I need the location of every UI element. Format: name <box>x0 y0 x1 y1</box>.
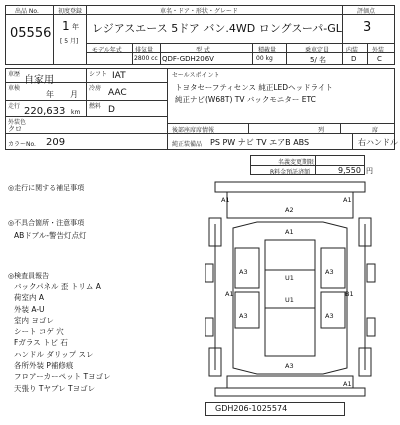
inspector-line: シート コゲ 穴 <box>14 327 64 337</box>
damage-mark: A1 <box>343 196 352 204</box>
year-unit: 年 <box>72 23 79 31</box>
fuel-value: D <box>108 105 115 115</box>
damage-mark: A1 <box>343 380 352 388</box>
displacement-label: 排気量 <box>135 47 154 54</box>
inspector-line: バックパネル 歪 トリム A <box>14 282 101 291</box>
color-no-label: カラーNo. <box>8 141 36 148</box>
damage-mark: A3 <box>325 312 334 320</box>
load-value: 00 kg <box>256 55 273 62</box>
damage-mark: A3 <box>285 362 294 370</box>
inspector-line: 外装 A-U <box>14 304 45 314</box>
damage-mark: A2 <box>285 206 294 214</box>
ac-label: 冷房 <box>89 85 102 92</box>
damage-mark: A1 <box>221 196 230 204</box>
damage-mark: A3 <box>239 312 248 320</box>
deposit-unit: 円 <box>366 167 373 175</box>
damage-mark: A3 <box>239 268 248 276</box>
month-value: [ 5 月] <box>60 38 79 45</box>
mileage-value: 220,633 <box>24 106 66 117</box>
grade-value: 3 <box>363 20 372 35</box>
inspector-line: 室内 ヨゴレ <box>14 315 54 325</box>
steering-value: 右ハンドル <box>358 138 398 147</box>
fuel-label: 燃料 <box>89 103 102 110</box>
mileage-label: 走行 <box>8 103 21 110</box>
year-value: 1 <box>62 19 70 33</box>
lot-number: 05556 <box>10 26 52 41</box>
type-value: QDF-GDH206V <box>162 55 214 63</box>
damage-mark: A1 <box>285 228 294 236</box>
sales-point-line: 純正ナビ(W68T) TV バックモニター ETC <box>175 95 316 104</box>
inspector-report <box>14 281 111 394</box>
chassis-number: GDH206-1025574 <box>215 404 288 413</box>
damage-mark: B1 <box>345 290 354 298</box>
name-label: 車名・ドア・形状・グレード <box>160 8 238 15</box>
grade-label: 評価点 <box>357 8 376 15</box>
inspector-title: ◎検査員報告 <box>8 272 50 280</box>
capacity-label: 乗車定員 <box>305 47 330 54</box>
color-no-value: 209 <box>46 137 66 148</box>
usage-label: 車歴 <box>8 71 21 78</box>
rear-seat-label: 後部座席席情報 <box>172 127 215 134</box>
capacity-value: 5/ 名 <box>310 56 327 64</box>
interior-value: D <box>351 55 357 63</box>
inspection-label: 車検 <box>8 85 21 92</box>
rear-seat-unit: 席 <box>372 127 379 134</box>
vehicle-damage-diagram <box>205 178 395 400</box>
exterior-label: 外装 <box>372 47 385 54</box>
inspector-line: ハンドル ダリップ スレ <box>14 349 94 359</box>
recycle-label: 名義変更期限 <box>278 159 315 166</box>
defect-notes-title: ◎不具合箇所・注意事項 <box>8 219 85 227</box>
color-label: 外装色 <box>8 119 27 126</box>
sales-point-line: トヨタセーフティセンス 純正LEDヘッドライト <box>175 83 333 92</box>
ac-value: AAC <box>108 88 127 98</box>
exterior-value: C <box>377 55 382 63</box>
interior-label: 内装 <box>346 47 359 54</box>
deposit-label: R料金預託済額 <box>270 169 311 176</box>
color-value: クロ <box>8 125 22 133</box>
year-label: 初度登録 <box>58 8 83 15</box>
inspection-month: 月 <box>70 90 78 99</box>
lot-label: 出品 No. <box>15 8 39 15</box>
rear-row-label: 列 <box>318 127 325 134</box>
defect-notes-text: ABドブル-警告灯点灯 <box>14 231 87 240</box>
inspector-line: 各所外装 P補修痕 <box>14 361 74 371</box>
inspector-line: 天張り Tヤブレ Tヨゴレ <box>14 383 96 393</box>
options-label: 純正装備品 <box>172 141 203 148</box>
load-label: 積載量 <box>258 47 277 54</box>
shift-label: シフト <box>89 71 108 78</box>
deposit-value: 9,550 <box>338 166 361 175</box>
inspector-line: フロアーカーペット Tヨゴレ <box>14 372 111 382</box>
car-name: レジアスエース 5ドア バン.4WD ロングスーパ-GL <box>92 22 342 35</box>
usage-value: 自家用 <box>24 75 54 86</box>
model-year-label: モデル年式 <box>92 47 122 54</box>
inspector-line: Fガラス トビ 石 <box>14 338 68 348</box>
damage-mark: A1 <box>225 290 234 298</box>
damage-mark: U1 <box>285 274 294 282</box>
mileage-unit: km <box>71 109 81 116</box>
sales-points-label: セールスポイント <box>172 72 220 79</box>
shift-value: IAT <box>112 71 126 81</box>
inspector-line: 荷室内 A <box>14 293 45 303</box>
type-label: 型 式 <box>196 47 210 54</box>
damage-mark: A3 <box>325 268 334 276</box>
damage-mark: U1 <box>285 296 294 304</box>
inspection-year: 年 <box>46 90 54 99</box>
options-value: PS PW ナビ TV エアB ABS <box>210 138 310 147</box>
displacement-value: 2800 cc <box>134 55 158 62</box>
repair-notes-title: ◎走行に関する補足事項 <box>8 184 85 192</box>
